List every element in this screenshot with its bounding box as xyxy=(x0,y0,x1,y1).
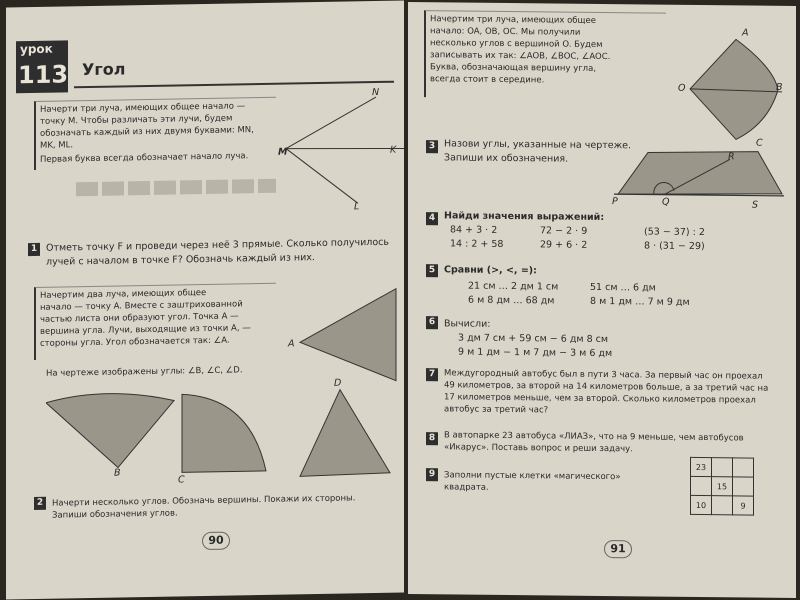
page-number-left: 90 xyxy=(202,532,230,550)
label-s: S xyxy=(752,199,759,211)
angle-d-shape xyxy=(296,385,396,487)
task7-line-1: Междугородный автобус был в пути 3 часа. За первый час он проехал xyxy=(444,368,763,382)
aob-diagram xyxy=(678,27,788,148)
label-r: R xyxy=(728,151,735,163)
task2-number: 2 xyxy=(34,497,46,510)
task1-number: 1 xyxy=(28,243,40,256)
label-o: O xyxy=(678,82,686,94)
label-k: K xyxy=(390,144,397,156)
label-d: D xyxy=(334,377,342,389)
label-c2: C xyxy=(756,137,763,149)
magic-cell[interactable] xyxy=(733,477,754,496)
task4-r2-c2: 29 + 6 · 2 xyxy=(540,239,588,251)
left-page xyxy=(6,1,404,600)
top-line-5: Буква, обозначающая вершину угла, xyxy=(430,62,597,74)
task1-line-1: Отметь точку F и проведи через неё 3 прямые. Сколько получилось xyxy=(46,236,389,254)
label-p: P xyxy=(612,196,618,208)
task2-line-2: Запиши обозначения углов. xyxy=(52,508,178,521)
task4-r2-c3: 8 · (31 − 29) xyxy=(644,240,705,253)
task4-r2-c1: 14 : 2 + 58 xyxy=(450,238,504,250)
task7-number: 7 xyxy=(426,368,438,381)
label-l: L xyxy=(354,201,360,213)
magic-cell[interactable] xyxy=(712,496,733,515)
task5-title: Сравни (>, <, =): xyxy=(444,264,537,277)
intro-line-5: Первая буква всегда обозначает начало луча. xyxy=(40,151,249,165)
task5-r1-c1: 21 см … 2 дм 1 см xyxy=(468,280,559,293)
task3-number: 3 xyxy=(426,140,438,153)
magic-cell[interactable]: 23 xyxy=(691,457,712,476)
ray-ml xyxy=(286,147,358,204)
intro-line-3: обозначать каждый из них двумя буквами: MN, xyxy=(40,125,254,139)
magic-square xyxy=(690,457,754,516)
label-a: A xyxy=(288,338,295,350)
task7-line-3: 17 километров меньше, чем за второй. Сколько километров проехал xyxy=(444,392,756,406)
lesson-word: урок xyxy=(20,41,53,57)
task6-row-2: 9 м 1 дм − 1 м 7 дм − 3 м 6 дм xyxy=(458,346,613,360)
magic-cell[interactable] xyxy=(733,458,754,477)
pqrs-diagram xyxy=(608,144,788,206)
angle-b-shape xyxy=(46,391,176,483)
task5-r1-c2: 51 см … 6 дм xyxy=(590,281,656,294)
task5-number: 5 xyxy=(426,264,438,277)
magic-cell[interactable] xyxy=(691,476,712,495)
ray-mk xyxy=(286,147,404,151)
intro-line-4: MK, ML. xyxy=(40,140,74,151)
label-m: M xyxy=(278,146,288,158)
label-n: N xyxy=(372,86,380,99)
task5-r2-c2: 8 м 1 дм … 7 м 9 дм xyxy=(590,295,690,308)
angle-line-3: частью листа они образуют угол. Точка A — xyxy=(40,311,239,325)
task8-line-2: «Икарус». Поставь вопрос и реши задачу. xyxy=(444,442,633,455)
task4-r1-c1: 84 + 3 · 2 xyxy=(450,224,498,236)
task4-r1-c2: 72 − 2 · 9 xyxy=(540,225,588,237)
task3-line-2: Запиши их обозначения. xyxy=(444,152,569,165)
task6-row-1: 3 дм 7 см + 59 см − 6 дм 8 см xyxy=(458,332,609,346)
label-b2: B xyxy=(776,81,783,93)
right-page xyxy=(408,2,796,598)
label-a2: A xyxy=(742,27,749,39)
top-line-2: начало: OA, OB, OC. Мы получили xyxy=(430,26,581,38)
task9-line-2: квадрата. xyxy=(444,482,489,493)
task2-line-1: Начерти несколько углов. Обозначь вершины. Покажи их стороны. xyxy=(52,493,356,509)
task9-number: 9 xyxy=(426,468,438,481)
top-line-3: несколько углов с вершиной O. Будем xyxy=(430,38,603,51)
lesson-number: 113 xyxy=(18,60,69,90)
angle-c-shape xyxy=(180,391,270,483)
ray-mn xyxy=(286,97,376,149)
task7-line-4: автобус за третий час? xyxy=(444,404,549,416)
rays-diagram xyxy=(268,84,404,216)
page-number-right: 91 xyxy=(604,540,632,558)
angle-line-1: Начертим два луча, имеющих общее xyxy=(40,287,207,301)
top-line-6: всегда стоит в середине. xyxy=(430,74,545,86)
task5-r2-c1: 6 м 8 дм … 68 дм xyxy=(468,294,555,307)
intro-line-1: Начерти три луча, имеющих общее начало — xyxy=(40,101,246,115)
label-q: Q xyxy=(662,196,670,208)
task3-line-1: Назови углы, указанные на чертеже. xyxy=(444,138,632,152)
angle-line-2: начало — точку A. Вместе с заштрихованной xyxy=(40,299,243,313)
label-b: B xyxy=(114,467,121,479)
task6-title: Вычисли: xyxy=(444,318,491,330)
magic-cell[interactable]: 10 xyxy=(691,495,712,514)
task9-line-1: Заполни пустые клетки «магического» xyxy=(444,470,621,483)
top-line-4: записывать их так: ∠AOB, ∠BOC, ∠AOC. xyxy=(430,50,611,63)
answer-cells xyxy=(76,179,276,196)
task8-number: 8 xyxy=(426,432,438,445)
label-c: C xyxy=(178,474,185,486)
top-line-1: Начертим три луча, имеющих общее xyxy=(430,14,596,26)
magic-cell[interactable] xyxy=(712,458,733,477)
task8-line-1: В автопарке 23 автобуса «ЛИАЗ», что на 9 меньше, чем автобусов xyxy=(444,430,744,444)
intro-line-2: точку M. Чтобы различать эти лучи, будем xyxy=(40,113,233,127)
task7-line-2: 49 километров, за второй на 14 километров больше, а за третий час на xyxy=(444,380,769,394)
task4-number: 4 xyxy=(426,212,438,225)
angles-line: На чертеже изображены углы: ∠B, ∠C, ∠D. xyxy=(46,365,243,379)
task4-title: Найди значения выражений: xyxy=(444,210,605,224)
magic-cell[interactable]: 9 xyxy=(733,496,754,515)
magic-cell[interactable]: 15 xyxy=(712,477,733,496)
angle-a-shape xyxy=(286,280,404,392)
angle-line-4: вершина угла. Лучи, выходящие из точки A, — xyxy=(40,323,251,337)
angle-line-5: стороны угла. Угол обозначается так: ∠A. xyxy=(40,335,230,349)
page-title: Угол xyxy=(82,59,126,80)
task6-number: 6 xyxy=(426,316,438,329)
task1-line-2: лучей с началом в точке F? Обозначь каждый из них. xyxy=(46,252,315,268)
task4-r1-c3: (53 − 37) : 2 xyxy=(644,226,705,239)
